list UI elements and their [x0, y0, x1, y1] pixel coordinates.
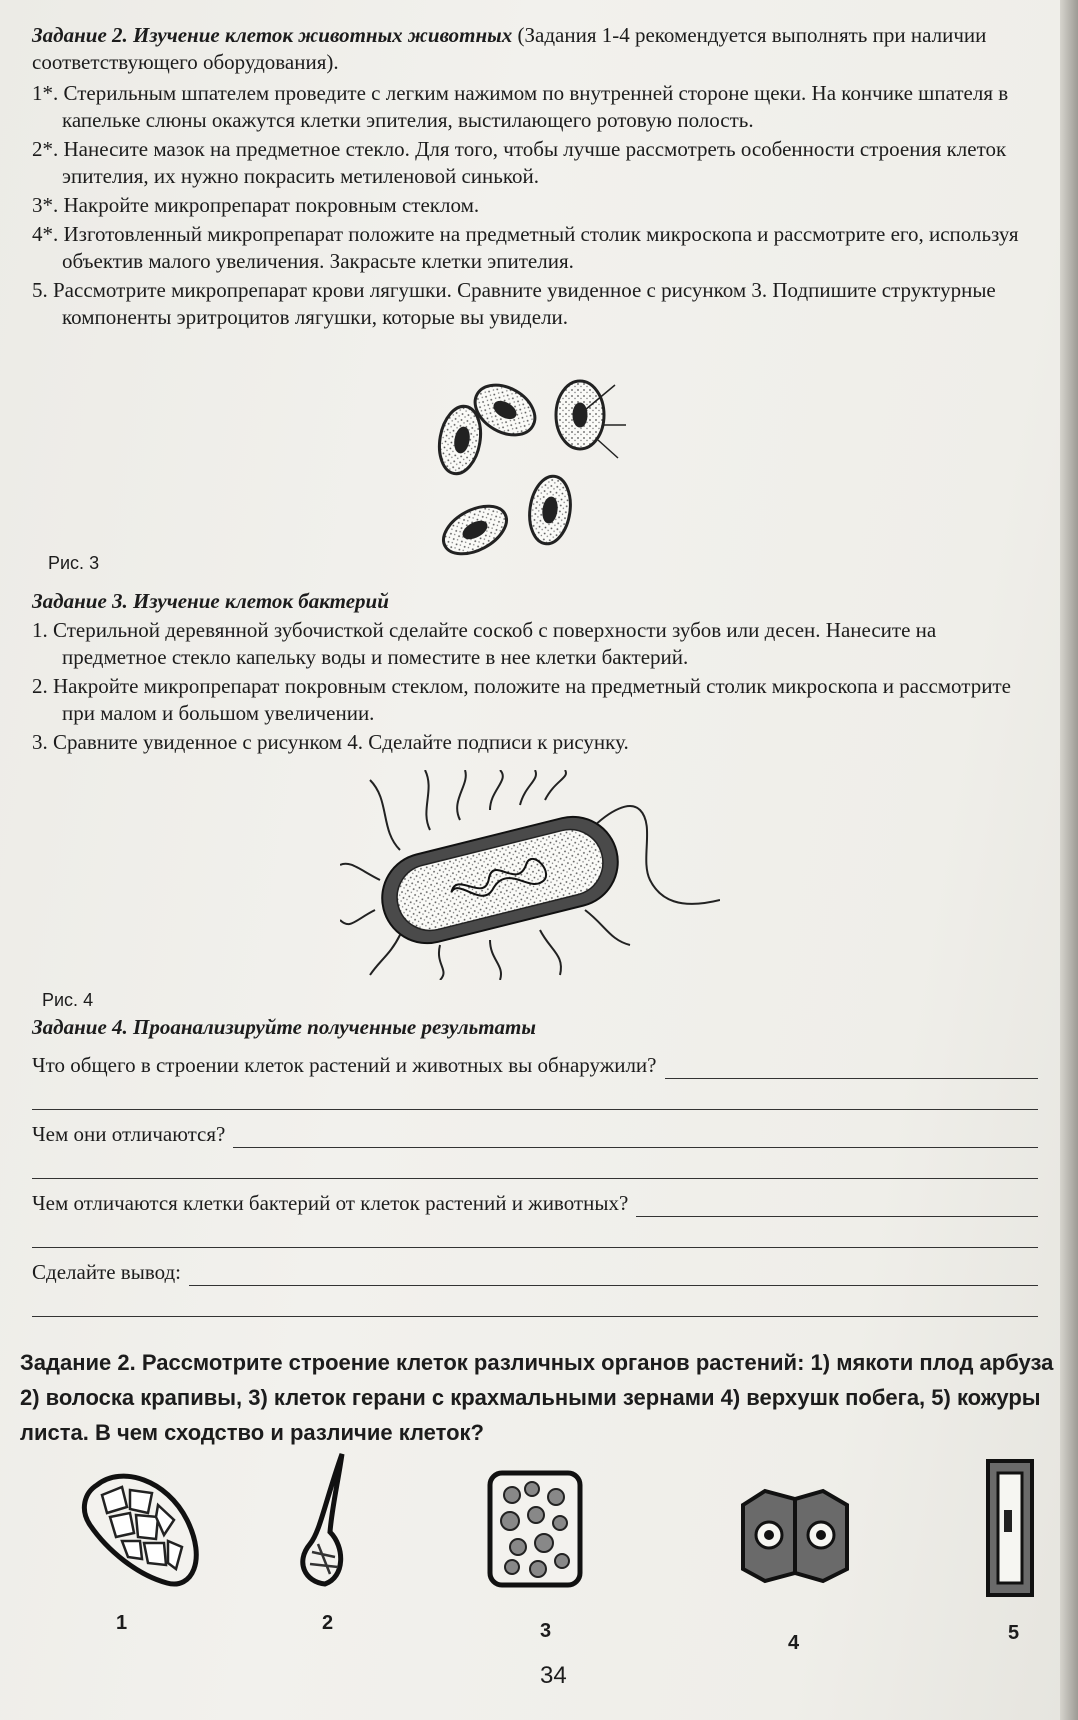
answer-field[interactable]: [665, 1056, 1039, 1079]
list-item: 3*. Накройте микропрепарат покровным стеклом.: [32, 193, 480, 217]
task-analysis-title: Задание 4. Проанализируйте полученные результаты: [32, 1015, 536, 1039]
list-item: 2. Накройте микропрепарат покровным стеклом, положите на предметный столик микроскопа и рассмотрите при малом и большом увеличении.: [32, 674, 1011, 725]
list-item: 5. Рассмотрите микропрепарат крови лягушки. Сравните увиденное с рисунком 3. Подпишите структурные компоненты эритроцитов лягушки, которые вы увидели.: [32, 278, 996, 329]
task-animal-steps: [32, 80, 1038, 331]
answer-line[interactable]: [32, 1148, 1038, 1179]
cell-number: 4: [788, 1632, 800, 1654]
task-animal-cells: [32, 22, 1038, 333]
answer-field[interactable]: [233, 1125, 1038, 1148]
answer-line[interactable]: [32, 1217, 1038, 1248]
list-item: 4*. Изготовленный микропрепарат положите на предметный столик микроскопа и рассмотрите его, используя объектив малого увеличения. Закрасьте клетки эпителия.: [32, 222, 1019, 273]
question-text: Что общего в строении клеток растений и животных вы обнаружили?: [32, 1053, 657, 1077]
task-bacteria-title: Задание 3. Изучение клеток бактерий: [32, 589, 389, 613]
task-animal-heading: [32, 22, 1038, 76]
task-analysis: [32, 1014, 1038, 1317]
question-row: [32, 1051, 1038, 1079]
question-text: Чем они отличаются?: [32, 1122, 226, 1146]
question-row: [32, 1120, 1038, 1148]
answer-line[interactable]: [32, 1286, 1038, 1317]
figure-4-bacterium: [340, 770, 720, 980]
task-bacteria-steps: [32, 617, 1038, 756]
figure-3-label: Рис. 3: [48, 553, 100, 573]
cell-number: 3: [540, 1620, 552, 1642]
cell-figure-shoot-tip: [735, 1485, 855, 1585]
cell-figure-leaf-epidermis: [982, 1455, 1042, 1605]
page-number: 34: [540, 1662, 567, 1689]
cell-figure-watermelon: [72, 1465, 212, 1595]
page-edge: [1060, 0, 1078, 1720]
list-item: 1*. Стерильным шпателем проведите с легким нажимом по внутренней стороне щеки. На кончике шпателя в капельке слюны окажутся клетки эпителия, выстилающего ротовую полость.: [32, 81, 1009, 132]
figure-3-frog-erythrocytes: [420, 370, 640, 570]
question-text: Чем отличаются клетки бактерий от клеток растений и животных?: [32, 1191, 629, 1215]
list-item: 3. Сравните увиденное с рисунком 4. Сделайте подписи к рисунку.: [32, 730, 629, 754]
task-animal-note: (Задания 1-4 рекомендуется выполнять при наличии соответствующего оборудования).: [32, 23, 987, 74]
question-row: [32, 1258, 1038, 1286]
task-bacteria: [32, 588, 1038, 758]
cell-number: 5: [1008, 1622, 1020, 1644]
question-text: Сделайте вывод:: [32, 1260, 182, 1284]
answer-line[interactable]: [32, 1079, 1038, 1110]
figure-4-label: Рис. 4: [42, 990, 94, 1010]
task-animal-title: Задание 2. Изучение клеток животных животных: [32, 23, 513, 47]
question-row: [32, 1189, 1038, 1217]
cell-number: 1: [116, 1612, 128, 1634]
list-item: 2*. Нанесите мазок на предметное стекло. Для того, чтобы лучше рассмотреть особенности строения клеток эпителия, их нужно покрасить метиленовой синькой.: [32, 137, 1007, 188]
cell-number: 2: [322, 1612, 334, 1634]
cell-figure-nettle-hair: [290, 1452, 360, 1602]
cell-figure-geranium: [482, 1465, 592, 1595]
list-item: 1. Стерильной деревянной зубочисткой сделайте соскоб с поверхности зубов или десен. Нанесите на предметное стекло капельку воды и поместите в нее клетки бактерий.: [32, 618, 937, 669]
task-plant-cells: Задание 2. Рассмотрите строение клеток различных органов растений: 1) мякоти плод арбуза 2) волоска крапивы, 3) клеток герани с крахмальными зернами 4) верхушк побега, 5) кожуры листа. В чем сходство и различие клеток?: [20, 1350, 1054, 1445]
answer-field[interactable]: [189, 1263, 1038, 1286]
answer-field[interactable]: [636, 1194, 1038, 1217]
